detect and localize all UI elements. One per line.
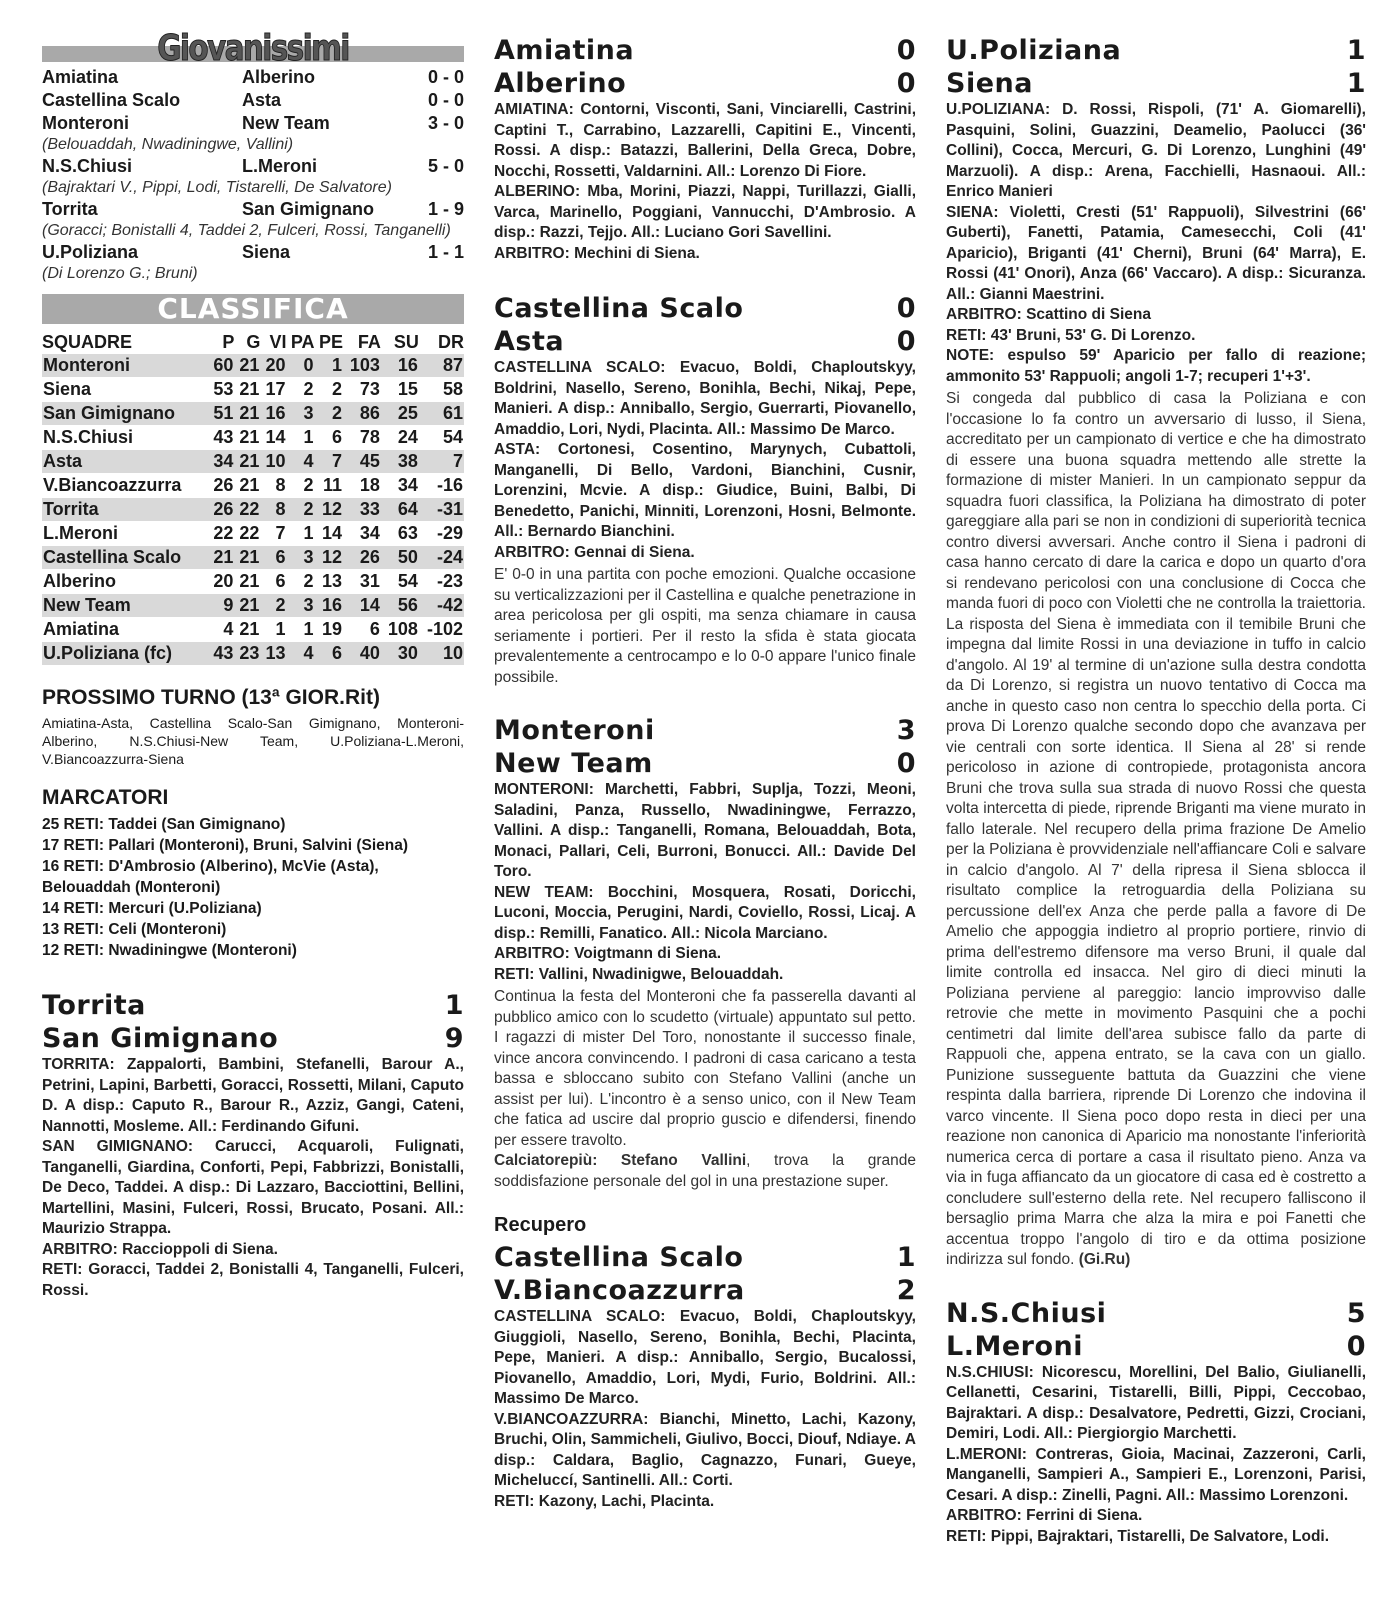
- stat-cell: 78: [343, 426, 381, 450]
- home-score: 1: [1346, 35, 1366, 66]
- away-team: San Gimignano: [42, 1023, 279, 1054]
- away-score: 1: [1346, 68, 1366, 99]
- lineup-line: CASTELLINA SCALO: Evacuo, Boldi, Chaploutskyy, Boldrini, Nasello, Sereno, Bonihla, Bechi, Nikaj, Pepe, Manieri. A disp.: Anniballo, Sergio, Guerrarti, Piovanello, Amaddio, Lori, Nydi, Placinta. All.: Massimo De Marco.: [494, 359, 916, 438]
- match-chiusi-meroni: [946, 1297, 1366, 1548]
- stat-cell: 15: [381, 378, 419, 402]
- score: 1 - 1: [427, 242, 464, 262]
- scorer-line: 12 RETI: Nwadiningwe (Monteroni): [42, 942, 297, 959]
- stat-cell: 17: [260, 378, 286, 402]
- lineup-line: AMIATINA: Contorni, Visconti, Sani, Vinciarelli, Castrini, Captini T., Carrabino, Lazzarelli, Capitini E., Vincenti, Rossi. A disp.: Batazzi, Ballerini, Della Greca, Dobre, Nocchi, Rossetti, Valdarnini. All.: Lorenzo Di Fiore.: [494, 101, 916, 180]
- stat-cell: -16: [419, 474, 464, 498]
- standings-col-header: FA: [357, 331, 381, 352]
- lineup-line: RETI: Vallini, Nwadinigwe, Belouaddah.: [494, 965, 784, 983]
- stat-cell: 108: [381, 618, 419, 642]
- stat-cell: 86: [343, 402, 381, 426]
- match-poliziana-siena: [946, 34, 1366, 1271]
- giovanissimi-banner: [42, 28, 464, 69]
- standings-row: [42, 618, 464, 642]
- home-team: U.Poliziana: [42, 242, 139, 262]
- results-list: [42, 66, 464, 284]
- team-name: U.Poliziana (fc): [42, 642, 208, 666]
- stat-cell: 22: [208, 522, 234, 546]
- team-name: N.S.Chiusi: [42, 426, 208, 450]
- scorer-line: 25 RETI: Taddei (San Gimignano): [42, 816, 286, 833]
- home-team: Torrita: [42, 199, 98, 219]
- team-name: Monteroni: [42, 354, 208, 378]
- stat-cell: 9: [208, 594, 234, 618]
- stat-cell: 50: [381, 546, 419, 570]
- lineup-line: ASTA: Cortonesi, Cosentino, Marynych, Cubattoli, Manganelli, Di Bello, Vardoni, Bianchini, Cusnir, Lorenzini, Mcvie. A disp.: Giudice, Buini, Balbi, Di Benedetto, Panichi, Minniti, Lorenzoni, Hosni, Belmonte. All.: Bernardo Bianchini.: [494, 441, 916, 540]
- column-middle: [494, 30, 916, 1512]
- away-score: 0: [1346, 1330, 1366, 1362]
- home-row: [946, 34, 1366, 67]
- standings-header: [42, 330, 464, 354]
- stat-cell: 7: [260, 522, 286, 546]
- stat-cell: 21: [234, 618, 260, 642]
- standings-col-header: SU: [393, 331, 419, 352]
- match-monteroni-newteam: [494, 714, 916, 1192]
- stat-cell: 56: [381, 594, 419, 618]
- stat-cell: 103: [343, 354, 381, 378]
- home-score: 3: [896, 715, 916, 746]
- stat-cell: 21: [234, 426, 260, 450]
- stat-cell: 21: [234, 450, 260, 474]
- stat-cell: 22: [234, 498, 260, 522]
- result-row: [42, 241, 464, 264]
- stat-cell: 21: [234, 474, 260, 498]
- stat-cell: 26: [208, 498, 234, 522]
- stat-cell: 11: [315, 474, 343, 498]
- home-row: [42, 989, 464, 1022]
- team-name: Torrita: [42, 498, 208, 522]
- match-report: [494, 565, 916, 688]
- home-team: Amiatina: [494, 35, 635, 66]
- classifica-banner: [42, 294, 464, 324]
- home-team: Castellina Scalo: [494, 1242, 744, 1273]
- stat-cell: 3: [287, 594, 315, 618]
- stat-cell: -102: [419, 618, 464, 642]
- lineup-line: ARBITRO: Raccioppoli di Siena.: [42, 1240, 278, 1258]
- stat-cell: 21: [208, 546, 234, 570]
- stat-cell: -24: [419, 546, 464, 570]
- scorers-title: MARCATORI: [42, 786, 169, 809]
- match-report: [494, 987, 916, 1151]
- stat-cell: 16: [260, 402, 286, 426]
- stat-cell: 13: [260, 642, 286, 666]
- stat-cell: 34: [208, 450, 234, 474]
- home-team: Amiatina: [42, 67, 119, 87]
- stat-cell: 25: [381, 402, 419, 426]
- score: 0 - 0: [427, 67, 464, 87]
- stat-cell: 51: [208, 402, 234, 426]
- home-team: U.Poliziana: [946, 35, 1122, 66]
- stat-cell: 1: [260, 618, 286, 642]
- away-row: [494, 67, 916, 100]
- report-text: E' 0-0 in una partita con poche emozioni. Qualche occasione su verticalizzazioni per il Castellina e qualche penetrazione in area pericolosa per gli ospiti, ma senza chiamare in causa seriamente i portieri. Per il resto la sfida è stata giocata prevalentemente a centrocampo e lo 0-0 appare l'unico finale possibile.: [494, 566, 916, 686]
- score: 5 - 0: [427, 156, 464, 176]
- stat-cell: 14: [315, 522, 343, 546]
- home-score: 5: [1346, 1297, 1366, 1329]
- match-torrita-sangimignano: [42, 989, 464, 1301]
- away-row: [494, 325, 916, 358]
- standings-row: [42, 546, 464, 570]
- lineup-line: ARBITRO: Gennai di Siena.: [494, 543, 695, 561]
- stat-cell: 54: [419, 426, 464, 450]
- lineup-line: U.POLIZIANA: D. Rossi, Rispoli, (71' A. Giomarelli), Pasquini, Solini, Guazzini, Deamelio, Paolucci (36' Collini), Cocca, Mercuri, G. Di Lorenzo, Lunghini (49' Marzuoli). A disp.: Arena, Facchielli, Hasnaoui. All.: Enrico Manieri: [946, 101, 1366, 200]
- next-round-title: PROSSIMO TURNO (13ª GIOR.Rit): [42, 686, 380, 709]
- player-label: Calciatorepiù: Stefano Vallini: [494, 1152, 747, 1169]
- result-row: [42, 66, 464, 89]
- away-team: L.Meroni: [946, 1330, 1083, 1362]
- classifica-title: CLASSIFICA: [157, 292, 349, 325]
- match-amiatina-alberino: [494, 34, 916, 264]
- away-row: [494, 747, 916, 780]
- away-row: [42, 1022, 464, 1055]
- stat-cell: 16: [315, 594, 343, 618]
- standings-table: [42, 330, 464, 666]
- standings-col-header: G: [246, 331, 261, 352]
- stat-cell: 3: [287, 402, 315, 426]
- stat-cell: 6: [260, 546, 286, 570]
- lineup-line: RETI: Goracci, Taddei 2, Bonistalli 4, Tanganelli, Fulceri, Rossi.: [42, 1261, 464, 1299]
- standings-row: [42, 498, 464, 522]
- stat-cell: 26: [208, 474, 234, 498]
- lineup-line: ARBITRO: Ferrini di Siena.: [946, 1507, 1143, 1524]
- stat-cell: -23: [419, 570, 464, 594]
- report-text: Si congeda dal pubblico di casa la Poliziana e con l'occasione lo fa contro un avversario di lusso, il Siena, accreditato per un campionato di vertice e che ha dimostrato di essere una buona squadra mettendo alle strette la formazione di mister Manieri. In un campionato seppur da squadra fuori classifica, la Poliziana ha dimostrato di poter gareggiare alla pari se non in condizioni di superiorità tecnica contro diversi avversari. Anche contro il Siena i padroni di casa hanno cercato di dare la carica e dopo un quarto d'ora si rendevano pericolosi con una conclusione di Cocca che manda fuori di poco con Violetti che ne controlla la traiettoria. La risposta del Siena è immediata con il temibile Bruni che impegna dal limite Rossi in una deviazione in tuffo in calcio d'angolo. Al 19' al termine di un'azione sulla destra condotta da Di Lorenzo, si registra un nuovo tentativo di Cocca ma anche in questo caso non centra lo specchio della porta. Ci prova Di Lorenzo qualche secondo dopo che avanzava per vie centrali con sorte identica. Il Siena al 28' si rende pericoloso in azione di contropiede, protagonista ancora Bruni che trova sulla sua strada di nuovo Rossi che questa volta intercetta di piede, riprende Briganti ma viene murato in fallo laterale. Nel recupero della prima frazione De Amelio per la Poliziana è provvidenziale nell'affiancare Coli e salvare in calcio d'angolo. Al 7' della ripresa il Siena sblocca il risultato complice la retroguardia della Poliziana su percussione dell'ex Anza che perde palla a favore di De Amelio che appoggia indietro al proprio portiere, rinvio di prima dell'estremo difensore ma verso Bruni, il quale dal limite controlla ed insacca. Nel giro di dieci minuti la Poliziana perviene al pareggio: lancio improvviso dalle retrovie che mette in movimento Pasquini che a pochi centimetri dal limite dell'area subisce fallo da parte di Rappuoli che, appena entrato, se la cava con un giallo. Punizione susseguente battuta da Guazzini che viene respinta dalla barriera, riprende Di Lorenzo che indovina il varco vincente. Il Siena poco dopo resta in dieci per una reazione non canonica di Aparicio ma nonostante l'inferiorità numerica cerca di portare a casa il risultato pieno. Anza va via in fuga affiancato da un giocatore di casa ed è costretto a concludere sull'esterno della rete. Nel recupero falliscono il bersaglio prima Marra che alza la mira e poi Fanetti che accentua troppo l'angolo di tiro e da ottima posizione indirizza sul fondo.: [946, 390, 1366, 1268]
- stat-cell: 23: [234, 642, 260, 666]
- stat-cell: 19: [315, 618, 343, 642]
- home-team: N.S.Chiusi: [946, 1297, 1107, 1329]
- lineup-line: RETI: 43' Bruni, 53' G. Di Lorenzo.: [946, 326, 1196, 344]
- stat-cell: 73: [343, 378, 381, 402]
- lineup-line: ALBERINO: Mba, Morini, Piazzi, Nappi, Turillazzi, Gialli, Varca, Marinello, Poggiani, Vannucchi, D'Ambrosio. A disp.: Razzi, Tejjo. All.: Luciano Gori Savellini.: [494, 183, 916, 241]
- stat-cell: 4: [208, 618, 234, 642]
- stat-cell: -29: [419, 522, 464, 546]
- standings-row: [42, 570, 464, 594]
- away-team: San Gimignano: [242, 199, 375, 219]
- standings-row: [42, 522, 464, 546]
- match-kicker: Recupero: [494, 1214, 587, 1236]
- lineup-line: ARBITRO: Scattino di Siena: [946, 306, 1151, 323]
- away-score: 9: [444, 1023, 464, 1054]
- away-row: [946, 1330, 1366, 1363]
- standings-row: [42, 450, 464, 474]
- stat-cell: 2: [287, 498, 315, 522]
- standings-row: [42, 642, 464, 666]
- away-team: New Team: [494, 748, 653, 779]
- home-score: 1: [444, 990, 464, 1021]
- home-row: [946, 1297, 1366, 1330]
- scorer-line: 14 RETI: Mercuri (U.Poliziana): [42, 900, 262, 917]
- stat-cell: 8: [260, 474, 286, 498]
- lineup-line: RETI: Pippi, Bajraktari, Tistarelli, De Salvatore, Lodi.: [946, 1527, 1330, 1545]
- stat-cell: 21: [234, 378, 260, 402]
- stat-cell: 20: [208, 570, 234, 594]
- stat-cell: 34: [343, 522, 381, 546]
- team-name: Asta: [42, 450, 208, 474]
- lineup-line: CASTELLINA SCALO: Evacuo, Boldi, Chaploutskyy, Giuggioli, Nasello, Sereno, Bonihla, Bechi, Placinta, Pepe, Manieri. A disp.: Anniballo, Sergio, Bucalossi, Piovanello, Amaddio, Lori, Mydi, Furio, Boldrini. All.: Massimo De Marco.: [494, 1308, 916, 1407]
- stat-cell: 64: [381, 498, 419, 522]
- stat-cell: 13: [315, 570, 343, 594]
- report-signature: (Gi.Ru): [1078, 1251, 1131, 1268]
- stat-cell: 3: [287, 546, 315, 570]
- lineup-line: ARBITRO: Mechini di Siena.: [494, 244, 700, 262]
- home-team: Castellina Scalo: [494, 293, 744, 324]
- result-row: [42, 198, 464, 221]
- standings-row: [42, 402, 464, 426]
- stat-cell: 2: [287, 474, 315, 498]
- stat-cell: 1: [287, 426, 315, 450]
- score: 1 - 9: [427, 199, 464, 219]
- lineup-line: N.S.CHIUSI: Nicorescu, Morellini, Del Balio, Giulianelli, Cellanetti, Cesarini, Tistarelli, Billi, Pippi, Ceccobao, Bajraktari. A disp.: Desalvatore, Pedretti, Gizzi, Crociani, Demiri, Lodi. All.: Piergiorgio Marchetti.: [946, 1363, 1366, 1442]
- away-score: 0: [896, 68, 916, 99]
- team-name: V.Biancoazzurra: [42, 474, 208, 498]
- standings-col-header: PE: [318, 331, 343, 352]
- result-scorers: (Di Lorenzo G.; Bruni): [42, 265, 198, 282]
- team-name: L.Meroni: [42, 522, 208, 546]
- home-score: 0: [896, 293, 916, 324]
- stat-cell: 7: [419, 450, 464, 474]
- home-team: Castellina Scalo: [42, 90, 181, 110]
- lineup-line: V.BIANCOAZZURRA: Bianchi, Minetto, Lachi, Kazony, Bruchi, Olin, Sammicheli, Giulivo, Bocci, Diouf, Ndiaye. A disp.: Caldara, Baglio, Cagnazzo, Funari, Gueye, Micheluccí, Santinelli. All.: Corti.: [494, 1410, 916, 1489]
- lineup-line: RETI: Kazony, Lachi, Placinta.: [494, 1492, 715, 1510]
- home-row: [494, 34, 916, 67]
- stat-cell: 58: [419, 378, 464, 402]
- home-score: 1: [896, 1242, 916, 1273]
- stat-cell: 87: [419, 354, 464, 378]
- away-score: 2: [896, 1275, 916, 1306]
- standings-col-header: DR: [438, 331, 464, 352]
- away-team: Siena: [242, 242, 291, 262]
- stat-cell: 12: [315, 498, 343, 522]
- home-team: Torrita: [42, 990, 146, 1021]
- home-team: Monteroni: [42, 113, 129, 133]
- column-right: [946, 30, 1366, 1547]
- scorers-list: [42, 814, 464, 961]
- away-score: 0: [896, 326, 916, 357]
- home-team: Monteroni: [494, 715, 655, 746]
- away-row: [494, 1274, 916, 1307]
- stat-cell: 2: [315, 402, 343, 426]
- stat-cell: 45: [343, 450, 381, 474]
- standings-col-header: SQUADRE: [42, 331, 133, 352]
- result-scorers: (Goracci; Bonistalli 4, Taddei 2, Fulceri, Rossi, Tanganelli): [42, 222, 451, 239]
- away-team: V.Biancoazzurra: [494, 1275, 745, 1306]
- standings-row: [42, 426, 464, 450]
- stat-cell: 33: [343, 498, 381, 522]
- stat-cell: 40: [343, 642, 381, 666]
- standings-row: [42, 474, 464, 498]
- stat-cell: 12: [315, 546, 343, 570]
- team-name: Siena: [42, 378, 208, 402]
- score: 0 - 0: [427, 90, 464, 110]
- team-name: Castellina Scalo: [42, 546, 208, 570]
- away-team: Alberino: [242, 67, 316, 87]
- stat-cell: 4: [287, 642, 315, 666]
- match-castellina-asta: [494, 292, 916, 688]
- standings-col-header: PA: [290, 331, 315, 352]
- away-row: [946, 67, 1366, 100]
- away-team: Siena: [946, 68, 1033, 99]
- stat-cell: 1: [287, 618, 315, 642]
- stat-cell: 54: [381, 570, 419, 594]
- stat-cell: 34: [381, 474, 419, 498]
- stat-cell: 20: [260, 354, 286, 378]
- stat-cell: 7: [315, 450, 343, 474]
- lineup-line: L.MERONI: Contreras, Gioia, Macinai, Zazzeroni, Carli, Manganelli, Sampieri A., Sampieri E., Lorenzoni, Parisi, Cesari. A disp.: Zinelli, Pagni. All.: Massimo Lorenzoni.: [946, 1445, 1366, 1504]
- stat-cell: 21: [234, 570, 260, 594]
- away-team: L.Meroni: [242, 156, 317, 176]
- stat-cell: 21: [234, 546, 260, 570]
- stat-cell: 1: [315, 354, 343, 378]
- stat-cell: 2: [315, 378, 343, 402]
- stat-cell: -31: [419, 498, 464, 522]
- stat-cell: 6: [315, 642, 343, 666]
- match-report: [946, 389, 1366, 1271]
- scorer-line: 13 RETI: Celi (Monteroni): [42, 921, 227, 938]
- next-round-fixtures: Amiatina-Asta, Castellina Scalo-San Gimignano, Monteroni-Alberino, N.S.Chiusi-New Team, U.Poliziana-L.Meroni, V.Biancoazzurra-Siena: [42, 715, 464, 767]
- stat-cell: 6: [260, 570, 286, 594]
- home-row: [494, 292, 916, 325]
- team-name: New Team: [42, 594, 208, 618]
- scorer-line: 16 RETI: D'Ambrosio (Alberino), McVie (Asta), Belouaddah (Monteroni): [42, 858, 379, 896]
- lineup-line: MONTERONI: Marchetti, Fabbri, Suplja, Tozzi, Meoni, Saladini, Panza, Russello, Nwadiningwe, Ferrazzo, Vallini. A disp.: Tanganelli, Romana, Belouaddah, Bota, Monaci, Pallari, Celi, Burroni, Bonucci. All.: Davide Del Toro.: [494, 781, 916, 880]
- stat-cell: 61: [419, 402, 464, 426]
- score: 3 - 0: [427, 113, 464, 133]
- stat-cell: 10: [260, 450, 286, 474]
- away-score: 0: [896, 748, 916, 779]
- result-scorers: (Belouaddah, Nwadiningwe, Vallini): [42, 136, 294, 153]
- result-scorers: (Bajraktari V., Pippi, Lodi, Tistarelli, De Salvatore): [42, 179, 392, 196]
- stat-cell: 14: [343, 594, 381, 618]
- home-score: 0: [896, 35, 916, 66]
- away-team: Asta: [242, 90, 282, 110]
- stat-cell: 18: [343, 474, 381, 498]
- stat-cell: 26: [343, 546, 381, 570]
- stat-cell: 14: [260, 426, 286, 450]
- player-text: , trova la grande soddisfazione personale del gol in una prestazione super.: [494, 1152, 916, 1190]
- stat-cell: 60: [208, 354, 234, 378]
- away-team: New Team: [242, 113, 330, 133]
- stat-cell: -42: [419, 594, 464, 618]
- report-text: Continua la festa del Monteroni che fa passerella davanti al pubblico amico con lo scudetto (virtuale) appuntato sul petto. I ragazzi di mister Del Toro, nonostante il successo finale, vince ancora convincendo. I padroni di casa caricano a testa bassa e sbloccano subito con Stefano Vallini (anche un assist per lui). L'incontro è a senso unico, con il New Team che fatica ad uscire dal proprio guscio e difendersi, finendo per essere travolto.: [494, 988, 916, 1149]
- stat-cell: 4: [287, 450, 315, 474]
- stat-cell: 53: [208, 378, 234, 402]
- section-title: Giovanissimi: [157, 28, 349, 69]
- result-row: [42, 155, 464, 178]
- home-row: [494, 1241, 916, 1274]
- stat-cell: 31: [343, 570, 381, 594]
- stat-cell: 0: [287, 354, 315, 378]
- standings-col-header: P: [222, 331, 235, 352]
- lineup-line: TORRITA: Zappalorti, Bambini, Stefanelli, Barour A., Petrini, Lapini, Barbetti, Goracci, Rossetti, Milani, Caputo D. A disp.: Caputo R., Barour R., Azziz, Gangi, Cateni, Nannotti, Mosleme. All.: Ferdinando Gifuni.: [42, 1056, 464, 1135]
- stat-cell: 2: [260, 594, 286, 618]
- result-row: [42, 89, 464, 112]
- home-row: [494, 714, 916, 747]
- result-row: [42, 112, 464, 135]
- stat-cell: 1: [287, 522, 315, 546]
- stat-cell: 38: [381, 450, 419, 474]
- scorer-line: 17 RETI: Pallari (Monteroni), Bruni, Salvini (Siena): [42, 837, 409, 854]
- stat-cell: 63: [381, 522, 419, 546]
- away-team: Asta: [494, 326, 565, 357]
- lineup-line: SAN GIMIGNANO: Carucci, Acquaroli, Fulignati, Tanganelli, Giardina, Conforti, Pepi, Fabbrizzi, Bonistalli, De Deco, Taddei. A disp.: Di Lazzaro, Bacciottini, Bellini, Martellini, Masini, Fulceri, Rossi, Brucato, Posani. All.: Maurizio Strappa.: [42, 1138, 464, 1237]
- team-name: Amiatina: [42, 618, 208, 642]
- match-castellina-biancoazzurra: [494, 1214, 916, 1512]
- lineup-line: SIENA: Violetti, Cresti (51' Rappuoli), Silvestrini (66' Guberti), Fanetti, Patamia, Camesecchi, Coli (41' Aparicio), Briganti (41' Cherni), Bruni (64' Marra), E. Rossi (41' Onori), Anza (66' Vaccaro). A disp.: Sicuranza. All.: Gianni Maestrini.: [946, 203, 1366, 303]
- stat-cell: 30: [381, 642, 419, 666]
- stat-cell: 10: [419, 642, 464, 666]
- stat-cell: 2: [287, 570, 315, 594]
- lineup-line: ARBITRO: Voigtmann di Siena.: [494, 945, 722, 962]
- stat-cell: 22: [234, 522, 260, 546]
- stat-cell: 24: [381, 426, 419, 450]
- stat-cell: 6: [343, 618, 381, 642]
- stat-cell: 21: [234, 402, 260, 426]
- stat-cell: 43: [208, 426, 234, 450]
- stat-cell: 21: [234, 594, 260, 618]
- standings-row: [42, 354, 464, 378]
- stat-cell: 8: [260, 498, 286, 522]
- column-left: [42, 30, 464, 1301]
- standings-col-header: VI: [269, 331, 287, 352]
- lineup-line: NOTE: espulso 59' Aparicio per fallo di reazione; ammonito 53' Rappuoli; angoli 1-7; recuperi 1'+3'.: [946, 347, 1366, 385]
- stat-cell: 43: [208, 642, 234, 666]
- stat-cell: 2: [287, 378, 315, 402]
- away-team: Alberino: [494, 68, 627, 99]
- standings-row: [42, 594, 464, 618]
- player-of-match: [494, 1151, 916, 1192]
- team-name: Alberino: [42, 570, 208, 594]
- lineup-line: NEW TEAM: Bocchini, Mosquera, Rosati, Doricchi, Luconi, Moccia, Perugini, Nardi, Coviello, Rossi, Licaj. A disp.: Remilli, Fanatico. All.: Nicola Marciano.: [494, 883, 916, 942]
- home-team: N.S.Chiusi: [42, 156, 133, 176]
- stat-cell: 16: [381, 354, 419, 378]
- stat-cell: 21: [234, 354, 260, 378]
- stat-cell: 6: [315, 426, 343, 450]
- standings-row: [42, 378, 464, 402]
- team-name: San Gimignano: [42, 402, 208, 426]
